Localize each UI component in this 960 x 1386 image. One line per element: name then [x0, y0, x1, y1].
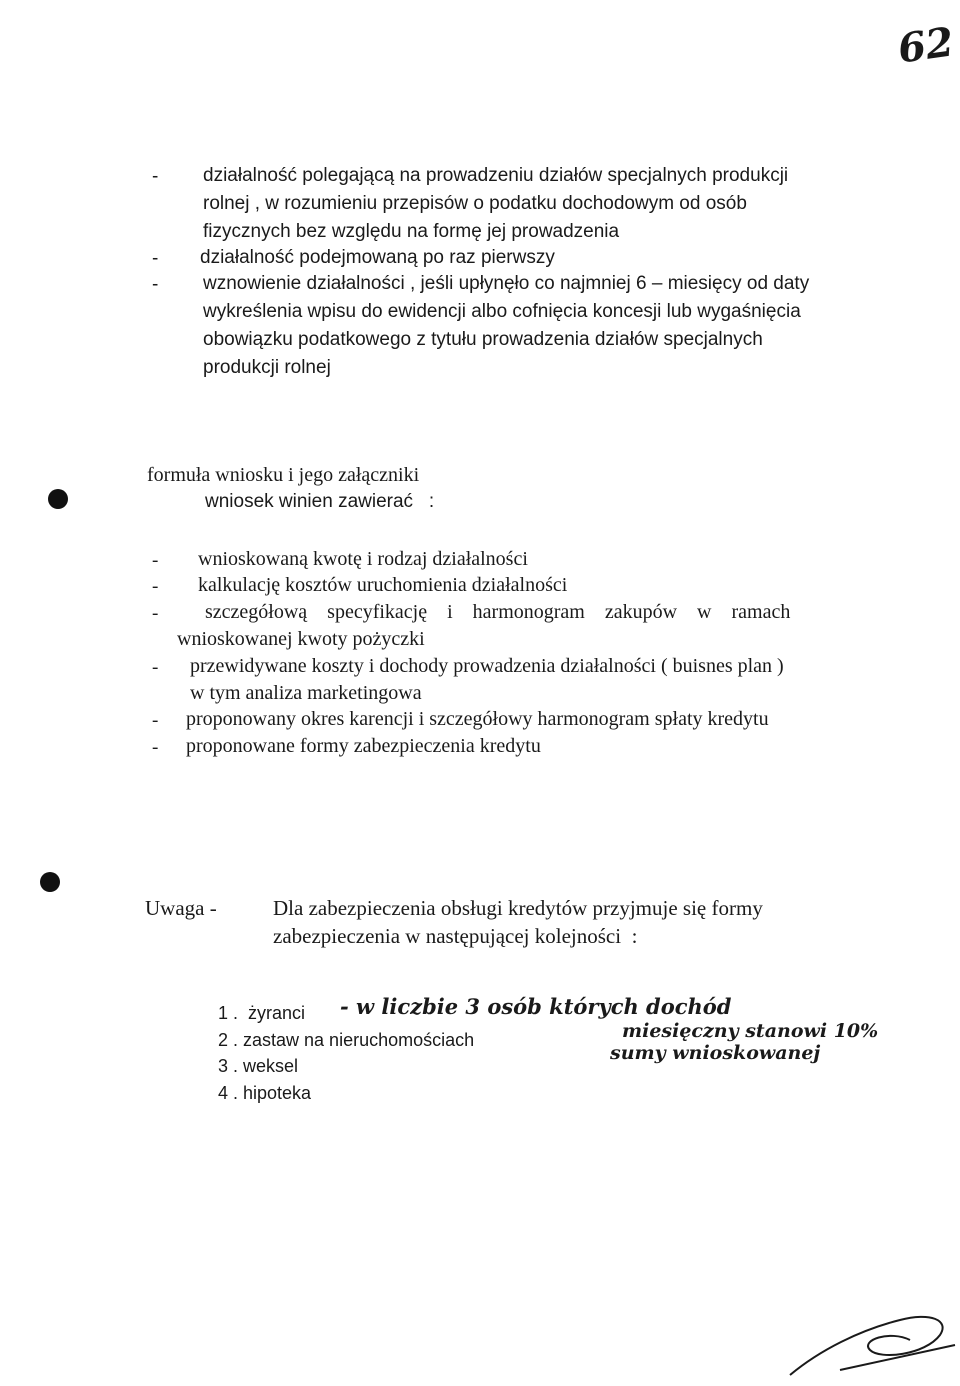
handwriting-line-3: sumy wnioskowanej — [610, 1042, 821, 1064]
application-subheading: wniosek winien zawierać : — [205, 491, 435, 512]
note-text-line-2: zabezpieczenia w następującej kolejności : — [273, 924, 638, 948]
signature-mark — [780, 1300, 960, 1380]
application-item-6: proponowane formy zabezpieczenia kredytu — [186, 735, 541, 757]
margin-dot — [48, 489, 68, 509]
application-item-3-line-1: szczegółową specyfikację i harmonogram zakupów w ramach — [205, 601, 791, 623]
eligibility-item-3-line-2: wykreślenia wpisu do ewidencji albo cofnięcia koncesji lub wygaśnięcia — [203, 301, 801, 322]
bullet-dash: - — [152, 657, 159, 678]
bullet-dash: - — [152, 248, 159, 269]
handwriting-line-1: - w liczbie 3 osób których dochód — [340, 994, 732, 1019]
eligibility-item-3-line-1: wznowienie działalności , jeśli upłynęło co najmniej 6 – miesięcy od daty — [203, 273, 810, 294]
bullet-dash: - — [152, 710, 159, 731]
eligibility-item-1-line-1: działalność polegającą na prowadzeniu działów specjalnych produkcji — [203, 165, 789, 186]
eligibility-item-3-line-3: obowiązku podatkowego z tytułu prowadzenia działów specjalnych — [203, 329, 763, 350]
bullet-dash: - — [152, 550, 159, 571]
bullet-dash: - — [152, 576, 159, 597]
bullet-dash: - — [152, 166, 159, 187]
guarantee-item-4: 4 . hipoteka — [218, 1083, 312, 1103]
application-item-5: proponowany okres karencji i szczegółowy harmonogram spłaty kredytu — [186, 708, 769, 730]
bullet-dash: - — [152, 603, 159, 624]
application-item-4-line-2: w tym analiza marketingowa — [190, 682, 422, 704]
application-item-2: kalkulację kosztów uruchomienia działalności — [198, 574, 568, 596]
handwriting-line-2: miesięczny stanowi 10% — [622, 1020, 879, 1042]
guarantee-item-1: 1 . żyranci — [218, 1003, 306, 1023]
guarantee-item-2: 2 . zastaw na nieruchomościach — [218, 1030, 475, 1050]
note-label: Uwaga - — [145, 896, 217, 920]
guarantee-item-3: 3 . weksel — [218, 1056, 299, 1076]
eligibility-item-2-line-1: działalność podejmowaną po raz pierwszy — [200, 247, 555, 268]
application-heading: formuła wniosku i jego załączniki — [147, 464, 420, 486]
note-text-line-1: Dla zabezpieczenia obsługi kredytów przyjmuje się formy — [273, 896, 763, 920]
eligibility-item-1-line-3: fizycznych bez względu na formę jej prowadzenia — [203, 221, 620, 242]
bullet-dash: - — [152, 737, 159, 758]
application-item-1: wnioskowaną kwotę i rodzaj działalności — [198, 548, 528, 570]
application-item-4-line-1: przewidywane koszty i dochody prowadzenia działalności ( buisnes plan ) — [190, 655, 784, 677]
page-number: 62 — [894, 18, 957, 73]
application-item-3-line-2: wnioskowanej kwoty pożyczki — [177, 628, 425, 650]
eligibility-item-3-line-4: produkcji rolnej — [203, 357, 331, 378]
bullet-dash: - — [152, 274, 159, 295]
margin-dot — [40, 872, 60, 892]
eligibility-item-1-line-2: rolnej , w rozumieniu przepisów o podatku dochodowym od osób — [203, 193, 747, 214]
